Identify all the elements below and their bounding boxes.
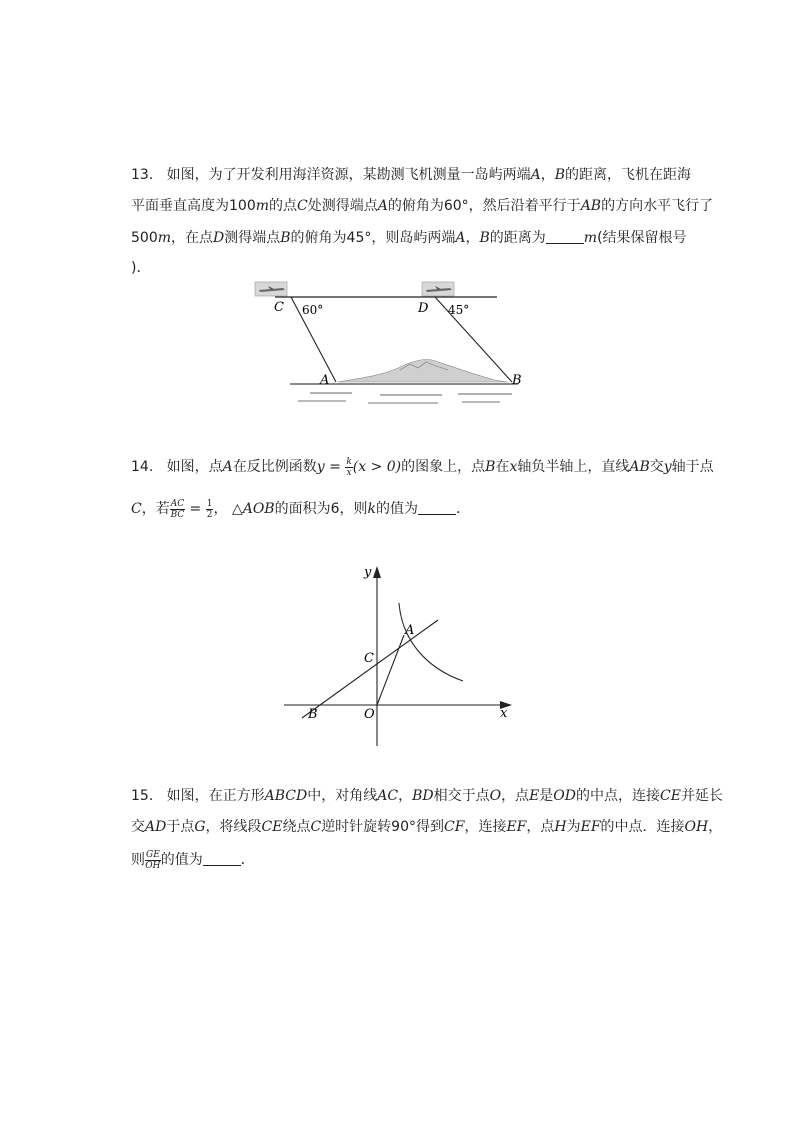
q14-text: ． <box>456 501 470 517</box>
q15-text: 如图，在正方形 <box>166 788 265 804</box>
q13-text: 的距离，飞机在距海 <box>565 167 692 183</box>
q15-var: OH <box>684 819 709 835</box>
q13-var: m <box>255 198 270 214</box>
fraction-numerator: AC <box>170 498 185 509</box>
q13-text: 测得端点 <box>224 230 281 246</box>
q14-number: 14. <box>131 459 154 475</box>
q15-text: 则 <box>131 852 145 868</box>
q15-fraction-ge-over-oh <box>145 850 161 871</box>
q15-var: BD <box>412 788 434 804</box>
label-d: D <box>418 301 429 316</box>
q14-text: ， <box>213 501 228 517</box>
fraction-denominator: BC <box>170 509 185 520</box>
q15-var: H <box>554 819 567 835</box>
label-c: C <box>364 651 374 666</box>
q13-figure <box>250 278 540 418</box>
q15-text: ． <box>240 852 255 868</box>
y-axis-arrow-icon <box>373 566 381 578</box>
q13-text: 的俯角为60°，然后沿着平行于 <box>387 198 581 214</box>
q13-text: )． <box>131 260 151 276</box>
fraction-numerator: 1 <box>206 498 213 509</box>
q14-figure <box>278 560 518 750</box>
q14-math: = <box>185 501 206 517</box>
fraction-denominator: x <box>346 467 352 478</box>
q13-line-4 <box>131 258 150 278</box>
q15-var: CE <box>261 819 283 835</box>
q15-text: 为 <box>566 819 581 835</box>
q14-var: x <box>509 459 518 475</box>
q15-var: EF <box>580 819 601 835</box>
q14-var: C <box>131 501 142 517</box>
hyperbola-curve <box>399 603 463 681</box>
label-b: B <box>512 373 522 388</box>
q13-text: 如图，为了开发利用海洋资源，某勘测飞机测量一岛屿两端 <box>166 167 531 183</box>
q14-text: 交 <box>649 459 664 475</box>
q13-line-1 <box>131 165 691 185</box>
q14-text: 在 <box>495 459 510 475</box>
q15-number: 15. <box>131 788 154 804</box>
q15-line-1 <box>131 786 723 806</box>
q13-text: 的方向水平飞行了 <box>601 198 714 214</box>
q14-var: AB <box>629 459 650 475</box>
label-o: O <box>364 707 375 722</box>
q13-text: 的点 <box>269 198 298 214</box>
q13-var: B <box>280 230 291 246</box>
label-y: y <box>364 565 372 580</box>
q15-text: 于点 <box>166 819 195 835</box>
q14-fraction-k-over-x <box>345 457 352 478</box>
q14-var: B <box>485 459 496 475</box>
q15-var: E <box>529 788 540 804</box>
q13-line-3 <box>131 228 687 248</box>
q13-text: (结果保留根号 <box>597 230 687 246</box>
fraction-denominator: 2 <box>206 509 213 520</box>
q13-text: 的俯角为45°，则岛屿两端 <box>290 230 456 246</box>
q13-var: m <box>157 230 172 246</box>
q15-text: 中，对角线 <box>307 788 378 804</box>
fraction-numerator: GE <box>146 849 160 860</box>
q14-text: 在反比例函数 <box>232 459 317 475</box>
angle-label-60: 60° <box>302 303 324 317</box>
q15-var: OD <box>553 788 576 804</box>
q14-line-2 <box>131 498 470 520</box>
q15-var: CF <box>444 819 465 835</box>
fraction-numerator: k <box>346 456 352 467</box>
q13-var: A <box>530 167 541 183</box>
q14-var: A <box>222 459 233 475</box>
q15-text: 绕点 <box>282 819 311 835</box>
q15-text: ，点 <box>501 788 530 804</box>
q13-var: A <box>377 198 388 214</box>
q14-fraction-ac-over-bc <box>170 499 185 520</box>
q14-math: y <box>316 459 325 475</box>
q15-text: 的中点．连接 <box>600 819 685 835</box>
segment-oa <box>377 635 404 705</box>
label-b: B <box>308 707 318 722</box>
q15-text: 的值为 <box>160 852 203 868</box>
q14-math: = <box>324 459 346 475</box>
q13-number: 13. <box>131 167 154 183</box>
q14-text: 如图，点 <box>166 459 223 475</box>
label-a: A <box>405 623 415 638</box>
q15-text: 逆时针旋转90°得到 <box>321 819 445 835</box>
q15-var: O <box>489 788 502 804</box>
q13-text: ，在点 <box>171 230 214 246</box>
q13-var: B <box>554 167 566 183</box>
plane-c-icon <box>255 282 287 296</box>
q14-math: (x > 0) <box>352 459 402 475</box>
q14-text: 轴负半轴上，直线 <box>517 459 630 475</box>
q15-var: EF <box>506 819 527 835</box>
q13-text: 处测得端点 <box>307 198 378 214</box>
answer-blank[interactable] <box>418 500 456 515</box>
q14-text: 轴于点 <box>671 459 714 475</box>
q14-math: △AOB <box>231 501 275 517</box>
q13-var: B <box>479 230 490 246</box>
q14-text: 的面积为6，则 <box>274 501 368 517</box>
q13-text: ， <box>540 167 555 183</box>
q15-text: ，将线段 <box>205 819 262 835</box>
q15-text: ，连接 <box>464 819 507 835</box>
q15-text: 的中点，连接 <box>576 788 660 804</box>
q14-text: 的图象上，点 <box>401 459 486 475</box>
plane-d-icon <box>422 282 454 296</box>
q14-text: 的值为 <box>376 501 418 517</box>
fraction-denominator: OH <box>145 860 161 871</box>
q13-var: AB <box>580 198 602 214</box>
q13-text: 500 <box>131 230 158 246</box>
label-x: x <box>500 706 508 721</box>
q14-line-1 <box>131 456 714 478</box>
answer-blank[interactable] <box>546 229 584 244</box>
q13-text: 平面垂直高度为100 <box>131 198 256 214</box>
q14-var: y <box>663 459 672 475</box>
q15-var: C <box>310 819 322 835</box>
q15-var: CE <box>660 788 681 804</box>
q13-var: C <box>297 198 308 214</box>
line-ab <box>302 620 438 718</box>
label-c: C <box>274 300 284 315</box>
label-a: A <box>320 373 330 388</box>
q15-line-3 <box>131 848 255 872</box>
q15-text: 是 <box>539 788 554 804</box>
q15-text: 并延长 <box>680 788 723 804</box>
q15-text: ， <box>708 819 723 835</box>
q15-text: 交 <box>131 819 145 835</box>
q15-var: ABCD <box>264 788 308 804</box>
q13-var: m <box>583 230 598 246</box>
q14-var: k <box>367 501 376 517</box>
q15-text: 相交于点 <box>433 788 490 804</box>
q13-line-2 <box>131 196 713 216</box>
q15-var: AC <box>377 788 399 804</box>
q15-var: AD <box>145 819 167 835</box>
q13-var: A <box>455 230 466 246</box>
q15-var: G <box>194 819 206 835</box>
q14-text: ，若 <box>141 501 170 517</box>
q15-text: ， <box>398 788 413 804</box>
island <box>338 359 508 382</box>
q13-text: ， <box>465 230 480 246</box>
answer-blank[interactable] <box>203 851 241 866</box>
q13-var: D <box>213 230 225 246</box>
q13-text: 的距离为 <box>489 230 546 246</box>
angle-label-45: 45° <box>448 303 470 317</box>
q15-line-2 <box>131 817 722 837</box>
q15-text: ，点 <box>526 819 555 835</box>
